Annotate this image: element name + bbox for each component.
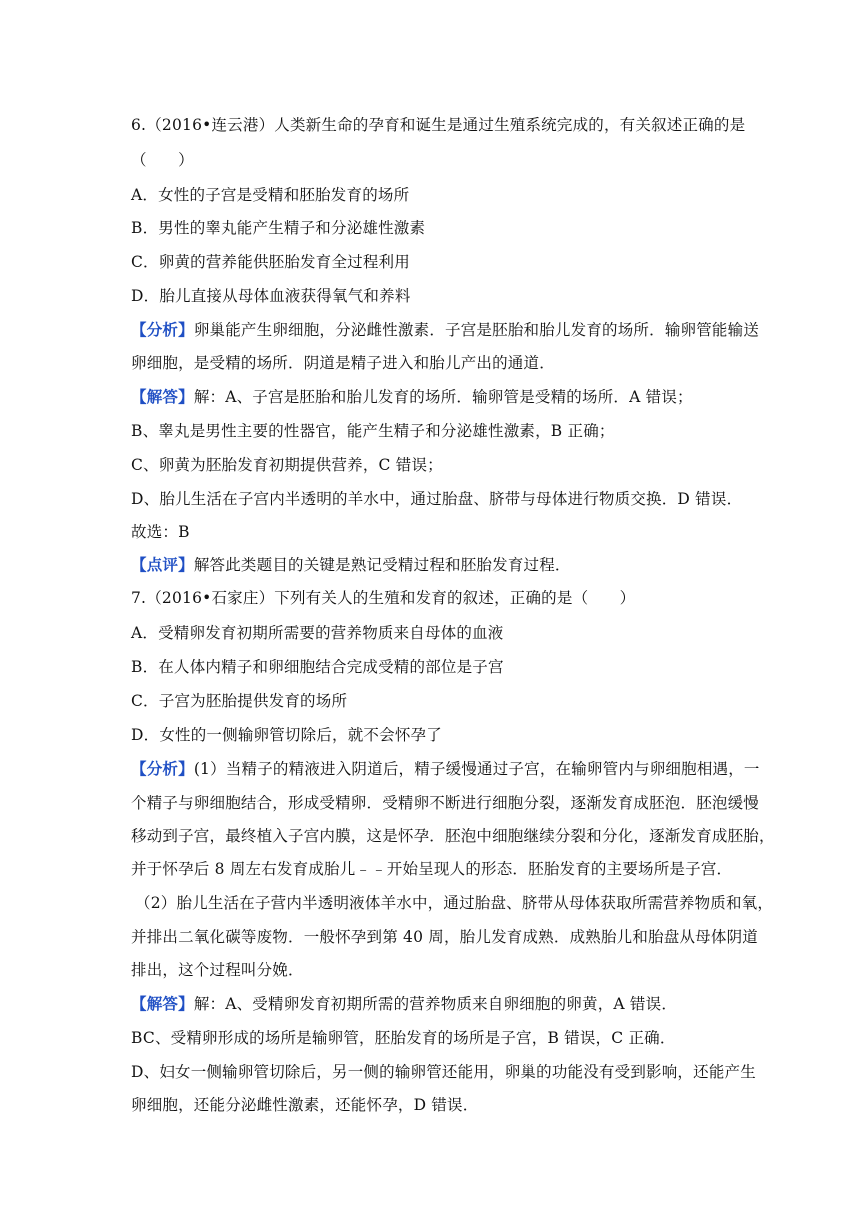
q7-analysis-line2: 个精子与卵细胞结合，形成受精卵．受精卵不断进行细胞分裂，逐渐发育成胚泡．胚泡缓慢 <box>131 794 760 812</box>
q7-analysis-line5: （2）胎儿生活在子营内半透明液体羊水中，通过胎盘、脐带从母体获取所需营养物质和氧， <box>135 894 774 912</box>
q6-choice: 故选：B <box>131 523 190 541</box>
q6-analysis <box>131 318 759 340</box>
q7-answer-bc: BC、受精卵形成的场所是输卵管，胚胎发育的场所是子宫，B 错误，C 正确． <box>131 1029 676 1047</box>
q6-analysis-cont: 卵细胞，是受精的场所．阴道是精子进入和胎儿产出的通道． <box>131 354 555 372</box>
answer-tag: 【解答】 <box>131 994 194 1013</box>
q6-answer-c: C、卵黄为胚胎发育初期提供营养，C 错误； <box>131 456 443 474</box>
q7-option-c: C．子宫为胚胎提供发育的场所 <box>131 692 348 710</box>
q6-answer-b: B、睾丸是男性主要的性器官，能产生精子和分泌雄性激素，B 正确； <box>131 422 615 440</box>
q6-option-c: C．卵黄的营养能供胚胎发育全过程利用 <box>131 253 410 271</box>
q7-analysis-line7: 排出，这个过程叫分娩． <box>131 961 304 979</box>
q7-stem: 7.（2016•石家庄）下列有关人的生殖和发育的叙述，正确的是（ ） <box>131 589 636 607</box>
q7-answer <box>131 992 677 1014</box>
q6-answer <box>131 385 693 407</box>
q6-stem: 6.（2016•连云港）人类新生命的孕育和诞生是通过生殖系统完成的，有关叙述正确的是 <box>131 116 746 134</box>
analysis-tag: 【分析】 <box>131 759 194 778</box>
q6-answer-text: 解：A、子宫是胚胎和胎儿发育的场所．输卵管是受精的场所．A 错误； <box>193 388 693 406</box>
q6-answer-d: D、胎儿生活在子宫内半透明的羊水中，通过胎盘、脐带与母体进行物质交换．D 错误． <box>131 490 743 508</box>
q7-analysis-line6: 并排出二氧化碳等废物．一般怀孕到第 40 周，胎儿发育成熟．成熟胎儿和胎盘从母体阴道 <box>131 928 758 946</box>
q7-option-d: D．女性的一侧输卵管切除后，就不会怀孕了 <box>131 726 442 744</box>
answer-tag: 【解答】 <box>131 387 194 406</box>
q7-analysis <box>131 757 760 779</box>
q7-answer-text: 解：A、受精卵发育初期所需的营养物质来自卵细胞的卵黄，A 错误． <box>193 995 678 1013</box>
q7-analysis-line4: 并于怀孕后 8 周左右发育成胎儿﹣﹣开始呈现人的形态．胚胎发育的主要场所是子宫． <box>131 860 733 878</box>
q7-answer-d-cont: 卵细胞，还能分泌雌性激素，还能怀孕，D 错误． <box>131 1096 479 1114</box>
q7-option-a: A．受精卵发育初期所需要的营养物质来自母体的血液 <box>131 624 504 642</box>
q6-answer-blank: （ ） <box>131 151 194 169</box>
q6-comment-text: 解答此类题目的关键是熟记受精过程和胚胎发育过程． <box>193 556 571 574</box>
q7-analysis-line3: 移动到子宫，最终植入子宫内膜，这是怀孕．胚泡中细胞继续分裂和分化，逐渐发育成胚胎， <box>131 827 775 845</box>
q7-answer-d: D、妇女一侧输卵管切除后，另一侧的输卵管还能用，卵巢的功能没有受到影响，还能产生 <box>131 1063 756 1081</box>
q7-analysis-text: (1）当精子的精液进入阴道后，精子缓慢通过子宫，在输卵管内与卵细胞相遇，一 <box>193 760 760 778</box>
q6-option-b: B．男性的睾丸能产生精子和分泌雄性激素 <box>131 219 426 237</box>
q6-option-a: A．女性的子宫是受精和胚胎发育的场所 <box>131 186 410 204</box>
q7-option-b: B．在人体内精子和卵细胞结合完成受精的部位是子宫 <box>131 658 504 676</box>
q6-option-d: D．胎儿直接从母体血液获得氧气和养料 <box>131 287 411 305</box>
q6-analysis-text: 卵巢能产生卵细胞，分泌雌性激素．子宫是胚胎和胎儿发育的场所．输卵管能输送 <box>193 321 760 339</box>
analysis-tag: 【分析】 <box>131 320 194 339</box>
comment-tag: 【点评】 <box>131 555 194 574</box>
q6-comment <box>131 553 571 575</box>
